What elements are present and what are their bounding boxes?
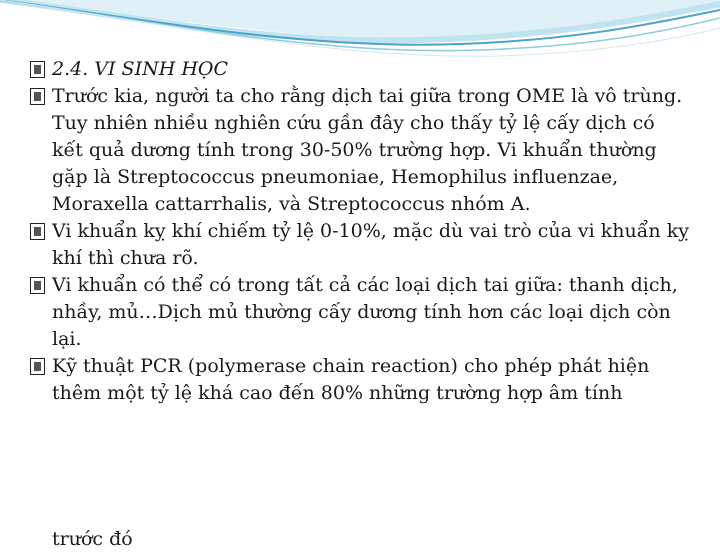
bullet-icon	[30, 61, 45, 78]
bullet-icon	[30, 358, 45, 375]
bullet-icon	[30, 223, 45, 240]
slide-content	[30, 56, 690, 407]
paragraph-anaerobic: Vi khuẩn kỵ khí chiếm tỷ lệ 0-10%, mặc dù vai trò của vi khuẩn kỵ khí thì chưa rõ.	[30, 218, 690, 272]
cutoff-text: trước đó	[52, 528, 133, 550]
bullet-icon	[30, 277, 45, 294]
section-heading: 2.4. VI SINH HỌC	[30, 56, 690, 83]
paragraph-bacteria-overview: Trước kia, người ta cho rằng dịch tai giữa trong OME là vô trùng. Tuy nhiên nhiều nghiên cứu gần đây cho thấy tỷ lệ cấy dịch có kết quả dương tính trong 30-50% trường hợp. Vi khuẩn thường gặp là Streptococcus pneumoniae, Hemophilus influenzae, Moraxella cattarrhalis, và Streptococcus nhóm A.	[30, 83, 690, 218]
paragraph-fluid-types: Vi khuẩn có thể có trong tất cả các loại dịch tai giữa: thanh dịch, nhầy, mủ…Dịch mủ thường cấy dương tính hơn các loại dịch còn lại.	[30, 272, 690, 353]
bullet-icon	[30, 88, 45, 105]
paragraph-pcr: Kỹ thuật PCR (polymerase chain reaction) cho phép phát hiện thêm một tỷ lệ khá cao đến 80% những trường hợp âm tính	[30, 353, 690, 407]
